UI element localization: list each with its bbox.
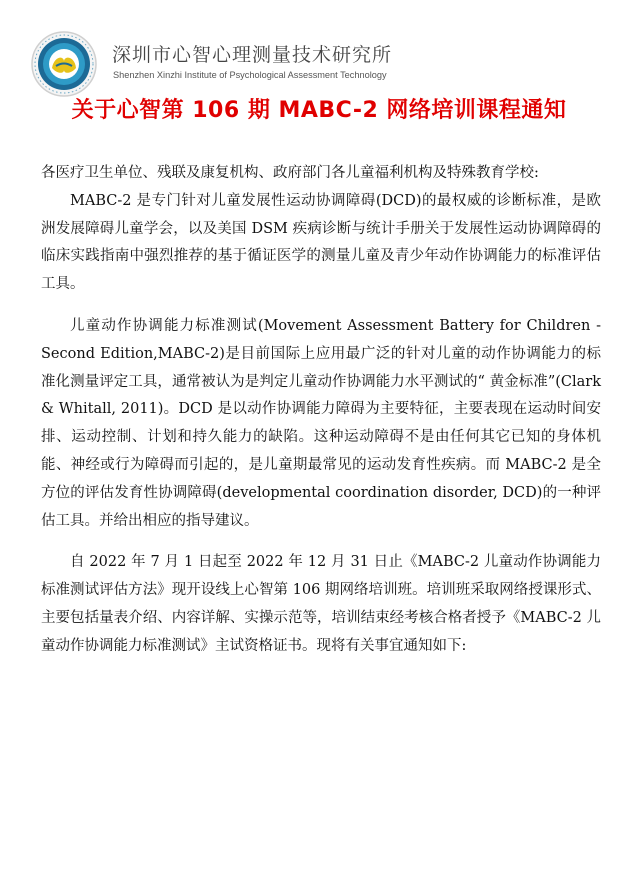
- document-title: 关于心智第 106 期 MABC-2 网络培训课程通知: [71, 98, 567, 123]
- paragraph-mabc-definition: 儿童动作协调能力标准测试(Movement Assessment Battery for Children - Second Edition,MABC-2)是目前国际上应用最广泛的针对儿童的动作协调能力的标准化测量评定工具，通常被认为是判定儿童动作协调能力水平测试的“ 黄金标准”(Clark & Whitall, 2011)。DCD 是以动作协调能力障碍为主要特征，主要表现在运动时间安排、运动控制、计划和持久能力的缺陷。这种运动障碍不是由任何其它已知的身体机能、神经或行为障碍而引起的，是儿童期最常见的运动发育性疾病。而 MABC-2 是全方位的评估发育性协调障碍(developmental coordination disorder, DCD)的一种评估工具。并给出相应的指导建议。: [41, 317, 601, 529]
- org-name-english: Shenzhen Xinzhi Institute of Psychological Assessment Technology: [113, 70, 387, 80]
- paragraph-training-notice: 自 2022 年 7 月 1 日起至 2022 年 12 月 31 日止《MABC-2 儿童动作协调能力标准测试评估方法》现开设线上心智第 106 期网络培训班。培训班采取网络授课形式、主要包括量表介绍、内容详解、实操示范等，培训结束经考核合格者授予《MABC-2 儿童动作协调能力标准测试》主试资格证书。现将有关事宜通知如下:: [41, 554, 601, 654]
- salutation: 各医疗卫生单位、残联及康复机构、政府部门各儿童福利机构及特殊教育学校:: [41, 165, 539, 181]
- document-header: [30, 30, 610, 100]
- document-body: [41, 160, 601, 675]
- org-name-chinese: 深圳市心智心理测量技术研究所: [112, 44, 393, 66]
- institute-seal-logo-icon: [30, 30, 98, 98]
- paragraph-mabc-intro: MABC-2 是专门针对儿童发展性运动协调障碍(DCD)的最权威的诊断标准，是欧洲发展障碍儿童学会，以及美国 DSM 疾病诊断与统计手册关于发展性运动协调障碍的临床实践指南中强烈推荐的基于循证医学的测量儿童及青少年动作协调能力的标准评估工具。: [41, 192, 601, 293]
